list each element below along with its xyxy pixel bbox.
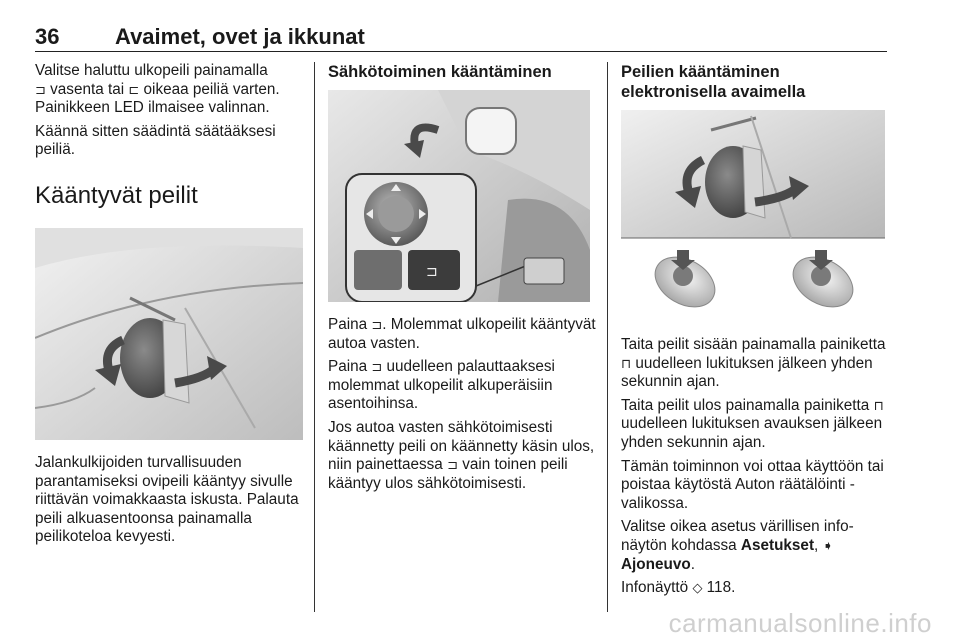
lock-icon: ⊓ (621, 355, 632, 371)
page-header (35, 22, 887, 52)
key-fold-in-text: Taita peilit sisään painamalla painiketta ⊓ uudelleen lukituksen jälkeen yhden sekunnin ajan. (621, 336, 886, 391)
key-fold-setting-text: Tämän toiminnon voi ottaa käyttöön tai poistaa käytöstä Auton räätälöinti -valikossa. (621, 457, 884, 512)
column-middle (328, 62, 596, 498)
menu-arrow-icon: ➧ (822, 537, 834, 553)
column-divider (314, 62, 315, 612)
mirror-switch-illustration (328, 90, 590, 302)
menu-settings: Asetukset (740, 536, 815, 554)
unlock-icon: ⊓ (873, 397, 884, 413)
fold-mirror-icon: ⊐ (447, 457, 458, 473)
column-right (621, 62, 889, 603)
chapter-title: Avaimet, ovet ja ikkunat (115, 24, 365, 49)
section-title-electric-folding: Sähkötoiminen kääntäminen (328, 63, 552, 81)
folding-mirror-safety-text: Jalankulkijoiden turvallisuuden parantamiseksi ovipeili kääntyy sivulle riittävän voimakkaasta iskusta. Palauta peili alkuasentoonsa painamalla peilikoteloa kevyesti. (35, 453, 299, 546)
mirror-right-icon: ⊏ (128, 81, 140, 97)
column-divider (607, 62, 608, 612)
key-fold-illustration (621, 110, 885, 322)
column-left (35, 62, 303, 552)
page-reference-icon: ◇ (692, 580, 703, 596)
folding-mirror-illustration (35, 228, 303, 440)
mirror-turn-text: Käännä sitten säädintä säätääksesi peiliä. (35, 122, 276, 159)
mirror-left-icon: ⊐ (35, 81, 46, 97)
mirror-select-text: Valitse haluttu ulkopeili painamalla ⊐ vasenta tai ⊏ oikeaa peiliä varten. Painikkeen LED ilmaisee valinnan. (35, 62, 280, 117)
electric-fold-text-1: Paina ⊐. Molemmat ulkopeilit kääntyvät autoa vasten. (328, 316, 596, 352)
page-number: 36 (35, 24, 60, 49)
fold-mirror-icon: ⊐ (371, 359, 383, 375)
watermark: carmanualsonline.info (668, 608, 932, 638)
fold-mirror-icon: ⊐ (371, 317, 383, 332)
electric-fold-text-2: Paina ⊐ uudelleen palauttaaksesi molemmat ulkopeilit alkuperäisiin asentoihinsa. (328, 358, 555, 413)
infodisplay-reference: Infonäyttö ◇ 118. (621, 579, 736, 597)
svg-text:⊐: ⊐ (426, 264, 438, 280)
section-title-folding-mirrors: Kääntyvät peilit (35, 181, 198, 209)
electric-fold-text-3: Jos autoa vasten sähkötoimisesti käännetty peili on käännetty käsin ulos, niin painettaessa ⊐ vain toinen peili kääntyy ulos sähkötoimisesti. (328, 418, 595, 492)
section-title-key-folding: Peilien kääntäminen elektronisella avaimella (621, 63, 806, 101)
key-fold-out-text: Taita peilit ulos painamalla painiketta ⊓ uudelleen lukituksen avauksen jälkeen yhden sekunnin ajan. (621, 396, 884, 451)
menu-vehicle: Ajoneuvo (621, 555, 691, 573)
key-fold-menu-text: Valitse oikea asetus värillisen infonäytön kohdassa Asetukset, ➧ Ajoneuvo. (621, 518, 854, 573)
